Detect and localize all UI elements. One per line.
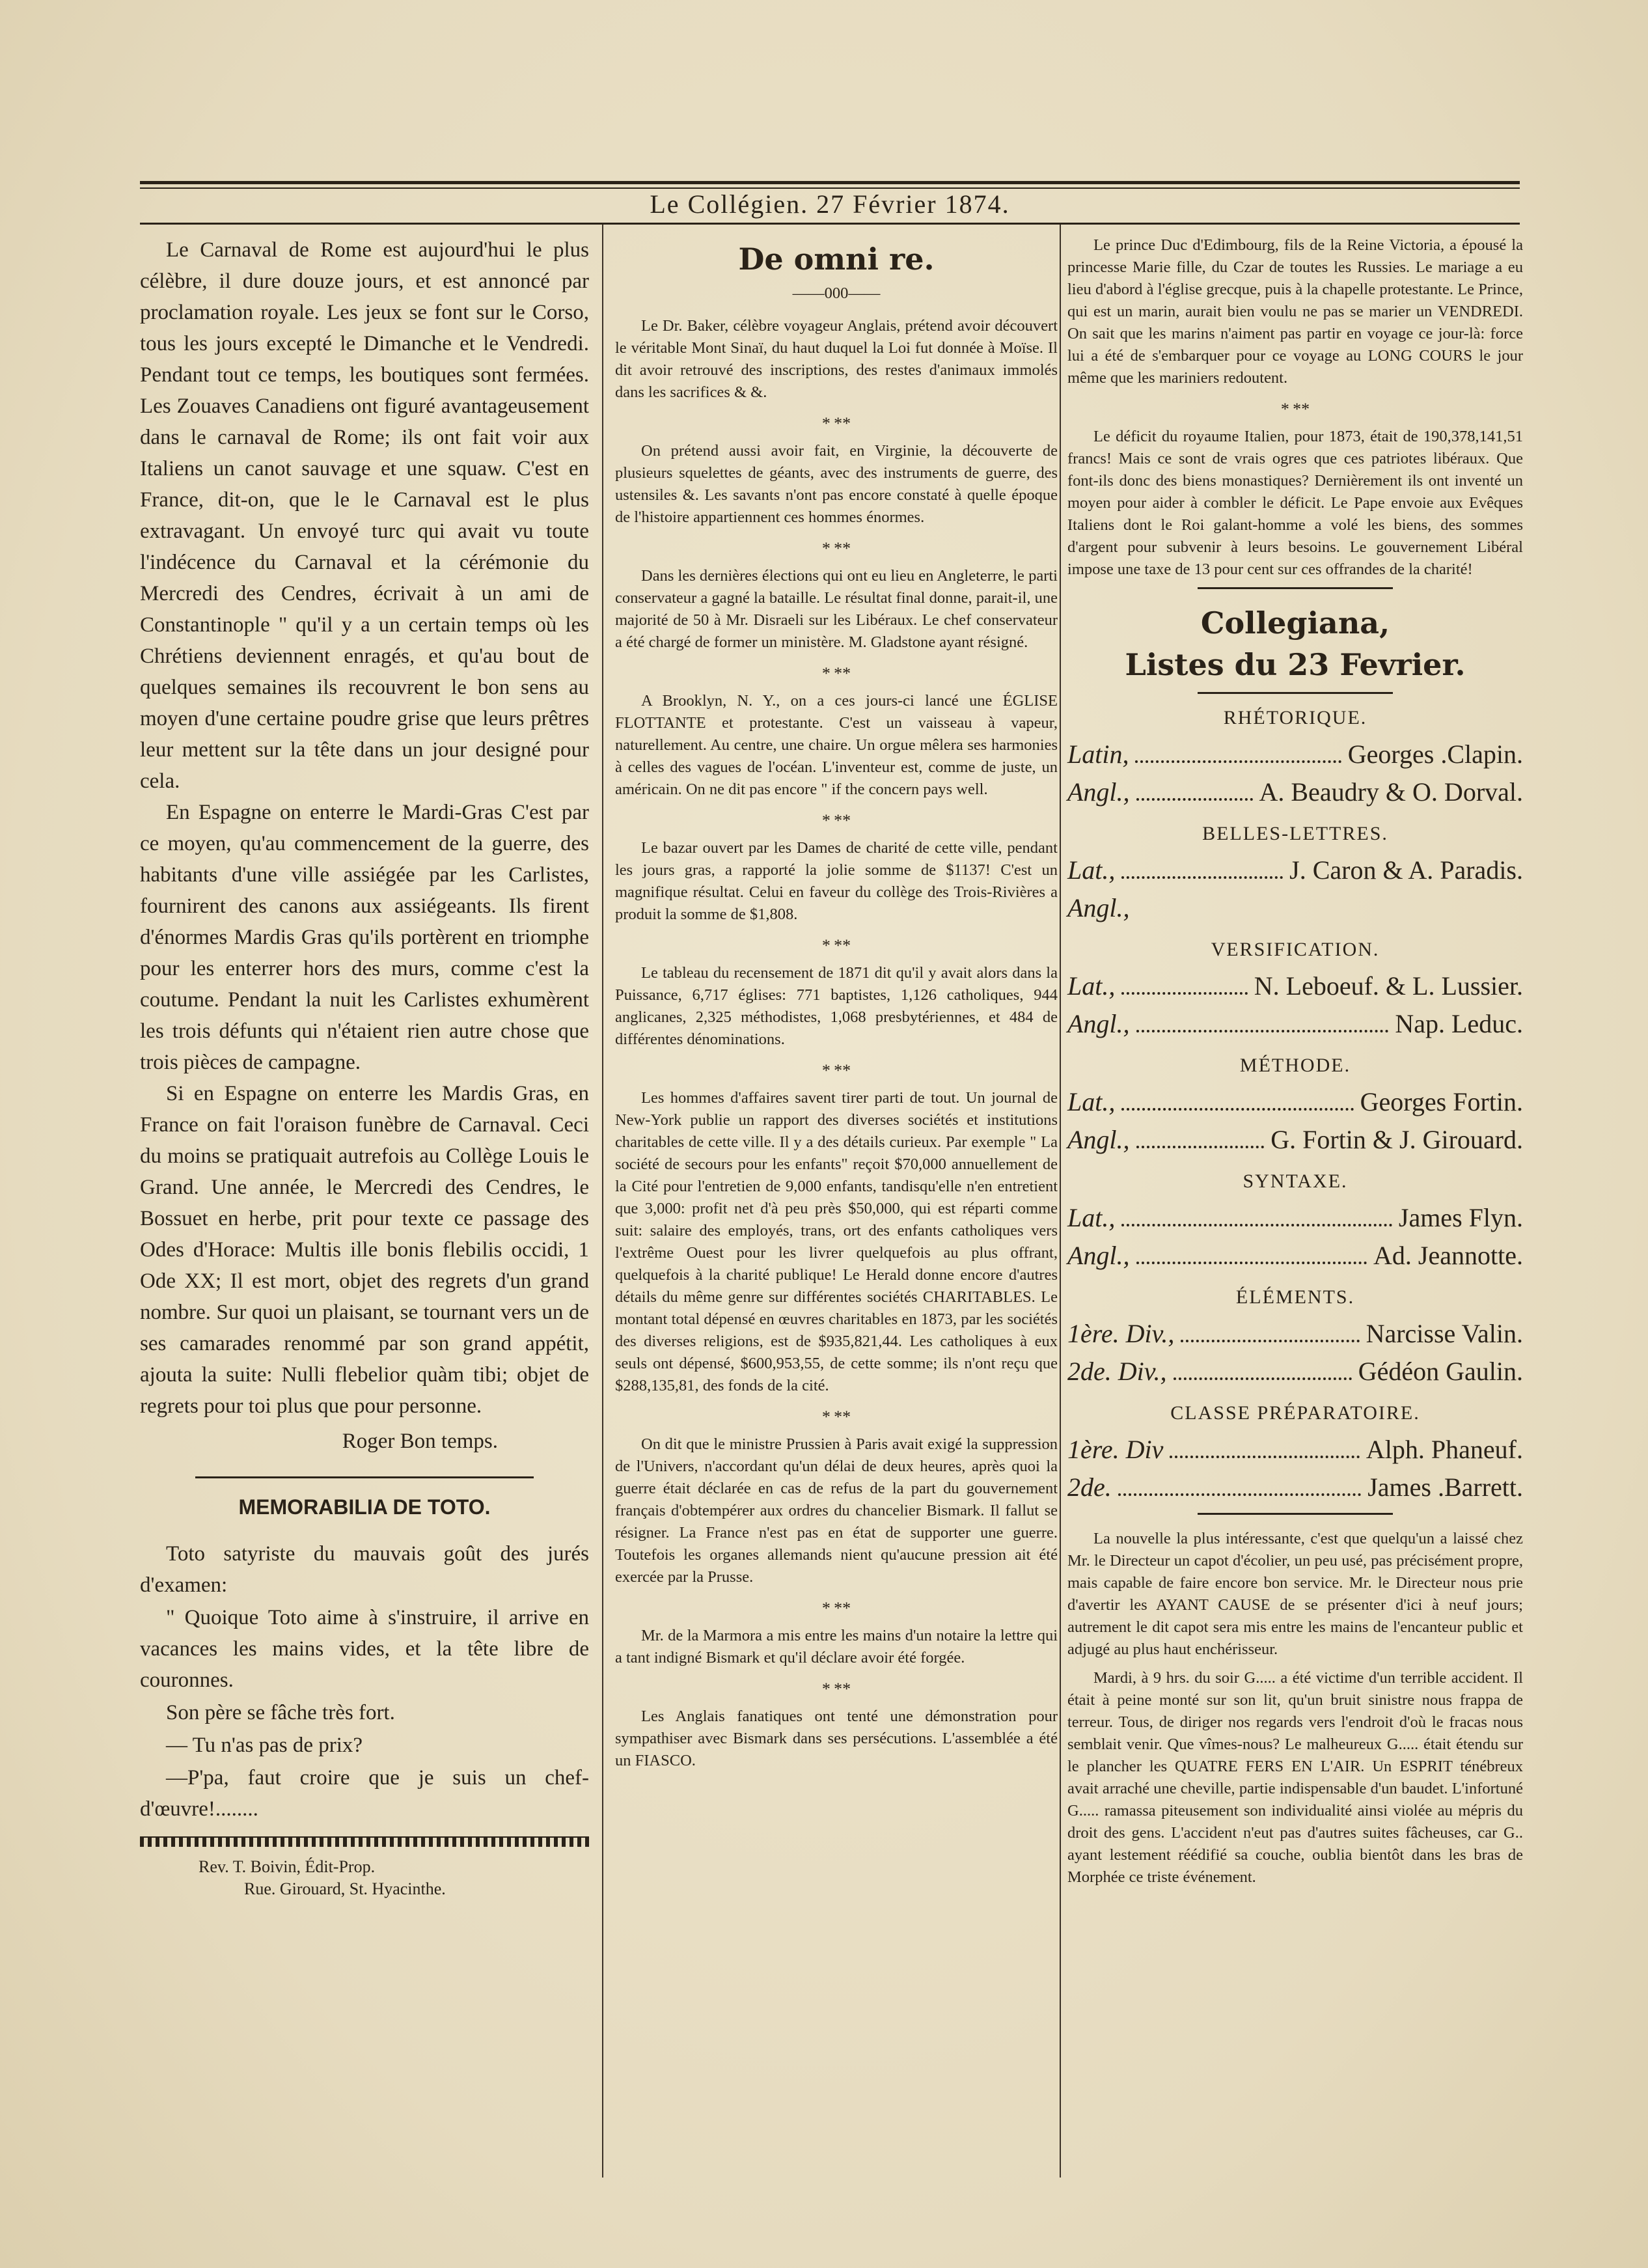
list-row: Angl., A. Beaudry & O. Dorval. (1067, 773, 1523, 811)
news-item: On dit que le ministre Prussien à Paris avait exigé la suppression de l'Univers, n'accordant qu'un délai de deux heures, après quoi la guerre était déclarée en cas de refus de la part du gouvernement français d'obtempérer aux ordres du chancelier Bismark. Il fallut se résigner. La France n'est pas en état de supporter une guerre. Toutefois les organes allemands nient qu'aucune pression ait été exercée par la Prusse. (615, 1435, 1058, 1586)
memo-body (140, 1538, 589, 1825)
column-divider-2 (1060, 225, 1061, 2178)
list-row: Angl., Nap. Leduc. (1067, 1005, 1523, 1043)
news-item: Le Dr. Baker, célèbre voyageur Anglais, prétend avoir découvert le véritable Mont Sinaï, du haut duquel la Loi fut donnée à Moïse. Il dit avoir retrouvé des inscriptions, des restes d'animaux immolés dans les sacrifices & &. (615, 317, 1058, 401)
memo-line: —P'pa, faut croire que je suis un chef-d'œuvre!........ (140, 1766, 589, 1821)
list-section-title: MÉTHODE. (1239, 1055, 1351, 1076)
list-row: 1ère. Div., Narcisse Valin. (1067, 1315, 1523, 1353)
list-row: Lat., J. Caron & A. Paradis. (1067, 851, 1523, 889)
news-item: Le tableau du recensement de 1871 dit qu'il y avait alors dans la Puissance, 6,717 églises: 771 baptistes, 1,126 catholiques, 944 anglicanes, 2,325 méthodistes, 1,068 presbytériennes, et 484 de différentes dénominations. (615, 964, 1058, 1048)
column-3 (1067, 234, 1523, 1895)
editor-line-1: Rev. T. Boivin, Édit-Prop. (199, 1857, 376, 1876)
list-row: Lat., Georges Fortin. (1067, 1083, 1523, 1121)
news-item: Dans les dernières élections qui ont eu lieu en Angleterre, le parti conservateur a gagné la bataille. Le résultat final donne, parait-il, une majorité de 50 à Mr. Disraeli sur les Libéraux. Le chef conservateur a été chargé de former un ministère. M. Gladstone ayant résigné. (615, 567, 1058, 651)
honor-list (1067, 707, 1523, 1506)
news-item: Le prince Duc d'Edimbourg, fils de la Reine Victoria, a épousé la princesse Marie fille, du Czar de toutes les Russies. Le mariage a eu lieu d'abord à l'église grecque, puis à la chapelle protestante. Le Prince, qui est un marin, aurait bien voulu ne pas se marier un VENDREDI. On sait que les marins n'aiment pas partir en voyage ce jour-là: force lui a été de s'embarquer pour ce voyage au LONG COURS le jour même que les mariniers redoutent. (1067, 236, 1523, 387)
list-row: Latin, Georges .Clapin. (1067, 736, 1523, 773)
ornamental-rule (140, 1836, 589, 1847)
list-section-title: ÉLÉMENTS. (1235, 1286, 1355, 1308)
memo-line: " Quoique Toto aime à s'instruire, il arrive en vacances les mains vides, et la tête libre de couronnes. (140, 1606, 589, 1692)
news-item: Mr. de la Marmora a mis entre les mains d'un notaire la lettre qui a tant indigné Bismark et qu'il déclare avoir été forgée. (615, 1627, 1058, 1666)
asterism: * ** (821, 1407, 851, 1426)
asterism: * ** (1280, 400, 1310, 419)
list-row: 2de. James .Barrett. (1067, 1469, 1523, 1506)
section-divider (1198, 692, 1393, 694)
list-row: Angl., (1067, 893, 1130, 922)
memo-line: Son père se fâche très fort. (166, 1701, 395, 1724)
column-title: De omni re. (738, 242, 935, 277)
masthead-rule-bottom (140, 223, 1520, 225)
list-section-title: RHÉTORIQUE. (1223, 707, 1367, 728)
masthead: Le Collégien. 27 Février 1874. (650, 189, 1010, 219)
list-section-title: BELLES-LETTRES. (1202, 823, 1388, 844)
list-row: Angl., Ad. Jeannotte. (1067, 1237, 1523, 1275)
editor-line-2: Rue. Girouard, St. Hyacinthe. (244, 1879, 446, 1898)
list-row: Lat., N. Leboeuf. & L. Lussier. (1067, 967, 1523, 1005)
news-item: Le déficit du royaume Italien, pour 1873, était de 190,378,141,51 francs! Mais ce sont de vrais ogres que ces patriotes libéraux. Que font-ils donc des biens monastiques? Dernièrement ils ont inventé un moyen pour aider à combler le déficit. Le Pape envoie aux Evêques Italiens dont le Roi galant-homme a volé les biens, des sommes d'argent pour subvenir à leurs besoins. Le gouvernement Libéral impose une taxe de 13 pour cent sur ces offrandes de la charité! (1067, 428, 1523, 578)
news-item: Les hommes d'affaires savent tirer parti de tout. Un journal de New-York publie un rapport des diverses sociétés et institutions charitables de cette ville. Il y a des détails curieux. Par exemple " La société de secours pour les enfants" reçoit $70,000 annuellement de la Cité pour l'entretien de 9,000 enfants, tandisqu'elle n'en entretient que 3,000: profit net d'à peu près $50,000, qui est réparti comme suit: salaire des employés, trans, ort des enfants catholiques vers l'extrême Ouest pour les livrer quelquefois au plus offrant, quelquefois à la charité publique! Le Herald donne encore d'autres détails du même genre sur différentes sociétés CHARITABLES. Le montant total dépensé en œuvres charitables en 1873, par les sociétés des diverses religions, est de $935,821,44. Les catholiques à eux seuls ont dépensé, $600,953,55, de cette somme; ils n'ont reçu que $288,135,81, des fonds de la cité. (615, 1089, 1058, 1394)
memo-title: MEMORABILIA DE TOTO. (238, 1495, 491, 1519)
signature: Roger Bon temps. (342, 1430, 498, 1453)
list-row: Lat., James Flyn. (1067, 1199, 1523, 1237)
list-section-title: SYNTAXE. (1243, 1170, 1348, 1192)
list-section-title: CLASSE PRÉPARATOIRE. (1170, 1402, 1420, 1424)
section-divider (195, 1476, 534, 1478)
title-separator: ——000—— (792, 284, 881, 302)
news-item: Mardi, à 9 hrs. du soir G..... a été victime d'un terrible accident. Il était à peine monté sur son lit, qu'un bruit sinistre nous frappa de terreur. Tous, de diriger nos regards vers l'endroit d'où le fracas nous semblait venir. Que vîmes-nous? Le malheureux G..... était étendu sur le plancher les QUATRE FERS EN L'AIR. Un ESPRIT ténébreux avait arraché une cheville, partie indispensable d'un baudet. L'infortuné G..... ramassa piteusement son individualité ainsi violée au mépris du droit des gens. L'accident n'eut pas d'autres suites fâcheuses, car G.. ayant lestement réédifié sa couche, oublia bientôt dans les bras de Morphée ce triste événement. (1067, 1669, 1523, 1886)
list-row: Angl., G. Fortin & J. Girouard. (1067, 1121, 1523, 1159)
carnaval-paragraph-3: Si en Espagne on enterre les Mardis Gras, en France on fait l'oraison funèbre de Carnaval. Ceci du moins se pratiquait autrefois au Collège Louis le Grand. Une année, le Mercredi des Cendres, le Bossuet en herbe, prit pour texte ce passage des Odes d'Horace: Multis ille bonis flebilis occidi, 1 Ode XX; Il est mort, objet des regrets d'un grand nombre. Sur quoi un plaisant, se tournant vers un de ses camarades renommé par son grand appétit, ajouta la suite: Nulli flebelior quàm tibi; objet de regrets pour toi plus que pour personne. (140, 1082, 589, 1418)
asterism: * ** (821, 1599, 851, 1618)
masthead-rule-top (140, 181, 1520, 184)
news-item: On prétend aussi avoir fait, en Virginie, la découverte de plusieurs squelettes de géants, avec des instruments de guerre, des ustensiles &. Les savants n'ont pas encore constaté à quelle époque de l'histoire appartiennent ces hommes énormes. (615, 442, 1058, 526)
news-item: A Brooklyn, N. Y., on a ces jours-ci lancé une ÉGLISE FLOTTANTE et protestante. C'est un vaisseau à vapeur, naturellement. Au centre, une chaire. Un orgue mêlera ses harmonies à celles des vagues de l'océan. L'inventeur est, comme de juste, un américain. On ne dit pas encore " if the concern pays well. (615, 692, 1058, 798)
news-item: La nouvelle la plus intéressante, c'est que quelqu'un a laissé chez Mr. le Directeur un capot d'écolier, un peu usé, pas précisément propre, mais capable de faire encore bon service. Mr. le Directeur nous prie d'avertir les AYANT CAUSE de se présenter d'ici à neuf jours; autrement le dit capot sera mis entre les mains de l'encanteur public et adjugé au plus haut enchérisseur. (1067, 1530, 1523, 1658)
news-item: Le bazar ouvert par les Dames de charité de cette ville, pendant les jours gras, a rapporté la jolie somme de $1137! C'est un magnifique résultat. Celui en faveur du collège des Trois-Rivières a produit la somme de $1,808. (615, 839, 1058, 923)
memo-line: — Tu n'as pas de prix? (166, 1734, 363, 1757)
section-divider (1198, 587, 1393, 589)
list-row: 1ère. Div Alph. Phaneuf. (1067, 1431, 1523, 1469)
column-1 (140, 234, 589, 1900)
asterism: * ** (821, 414, 851, 433)
asterism: * ** (821, 811, 851, 830)
asterism: * ** (821, 936, 851, 955)
asterism: * ** (821, 1680, 851, 1698)
carnaval-paragraph-1: Le Carnaval de Rome est aujourd'hui le plus célèbre, il dure douze jours, et est annoncé par proclamation royale. Les jeux se font sur le Corso, tous les jours excepté le Dimanche et le Vendredi. Pendant tout ce temps, les boutiques sont fermées. Les Zouaves Canadiens ont figuré avantageusement dans le carnaval de Rome; ils ont fait voir aux Italiens un canot sauvage et une squaw. C'est en France, dit-on, que le le Carnaval est le plus extravagant. Un envoyé turc qui avait vu toute l'indécence du Carnaval et la cérémonie du Mercredi des Cendres, écrivait à un ami de Constantinople " qu'il y a un certain temps où les Chrétiens deviennent enragés, et qu'au bout de quelques semaines ils recouvrent le bon sens au moyen d'une certaine poudre grise que leurs prêtres leur mettent sur la tête dans un jour designé pour cela. (140, 238, 589, 793)
listes-heading: Listes du 23 Fevrier. (1125, 647, 1466, 682)
memo-line: Toto satyriste du mauvais goût des jurés d'examen: (140, 1542, 589, 1597)
carnaval-paragraph-2: En Espagne on enterre le Mardi-Gras C'est par ce moyen, qu'au commencement de la guerre, des habitants d'une ville assiégée par les Carlistes, fournirent des canons aux assiégeants. Ils firent d'énormes Mardis Gras qu'ils portèrent en triomphe pour les enterrer hors des murs, comme c'est la coutume. Pendant la nuit les Carlistes exhumèrent les trois défunts qui n'étaient rien autre chose que trois pièces de campagne. (140, 801, 589, 1074)
list-row: 2de. Div., Gédéon Gaulin. (1067, 1353, 1523, 1390)
asterism: * ** (821, 539, 851, 558)
news-item: Les Anglais fanatiques ont tenté une démonstration pour sympathiser avec Bismark dans ses persécutions. L'assemblée a été un FIASCO. (615, 1708, 1058, 1769)
list-section-title: VERSIFICATION. (1211, 939, 1380, 960)
collegiana-heading: Collegiana, (1200, 605, 1390, 641)
column-divider-1 (602, 225, 603, 2178)
column-2 (615, 234, 1058, 1776)
asterism: * ** (821, 1061, 851, 1080)
section-divider (1198, 1513, 1393, 1515)
asterism: * ** (821, 664, 851, 683)
